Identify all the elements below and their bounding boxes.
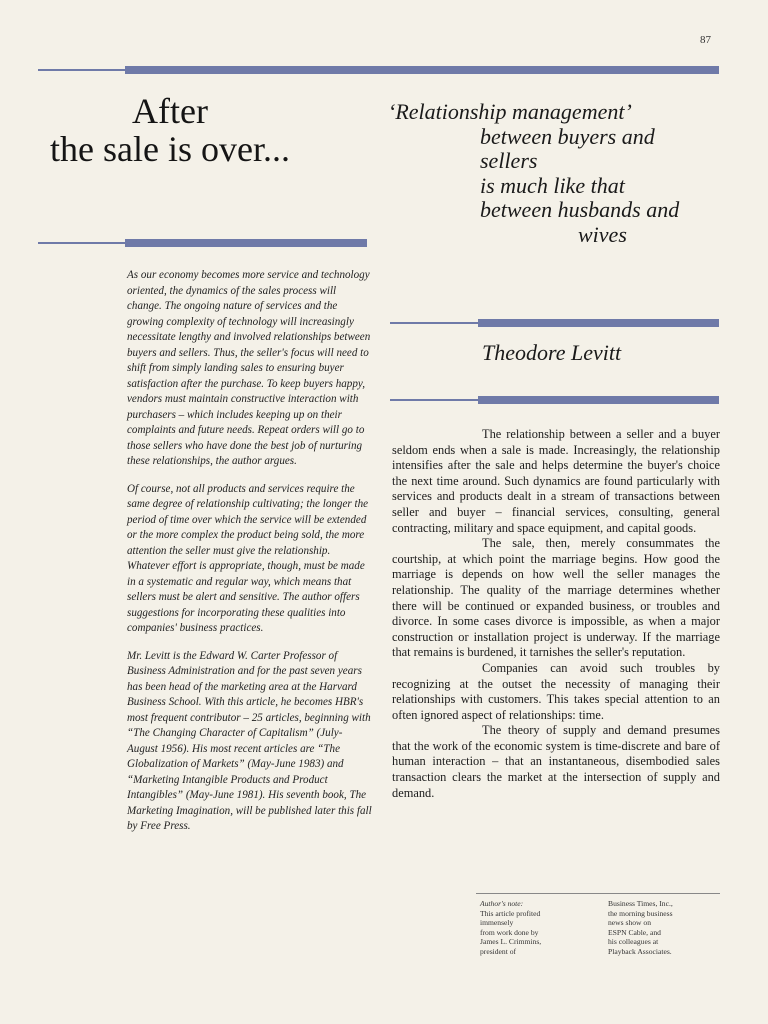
page-number: 87	[700, 34, 711, 46]
body-paragraph: The theory of supply and demand presumes that the work of the economic system is time-discrete and bare of human interaction – that an instantaneous, disembodied sales transaction clears the market at the intersection of supply and demand.	[392, 723, 720, 800]
footnote-line: the morning business	[608, 908, 673, 918]
footnote-right	[608, 899, 718, 957]
footnote-line: president of	[480, 946, 517, 956]
abstract-column	[127, 268, 372, 847]
author-top-rule	[478, 319, 719, 327]
footnote-rule	[476, 893, 720, 894]
abstract-paragraph: As our economy becomes more service and technology oriented, the dynamics of the sales process will change. The ongoing nature of services and the growing complexity of technology will increasingly necessitate lengthy and involved relationships between buyers and sellers. Thus, the seller's focus will need to shift from simply landing sales to ensuring buyer satisfaction after the purchase. To keep buyers happy, vendors must maintain constructive interaction with purchasers – which includes keeping up on their complaints and future needs. Repeat orders will go to those sellers who have done the best job of nurturing these relationships, the author argues.	[127, 269, 371, 467]
author-bottom-rule	[478, 396, 719, 404]
footnote-line: James L. Crimmins,	[480, 937, 542, 947]
top-rule	[125, 66, 719, 74]
subtitle-line-5: between husbands and	[480, 197, 680, 222]
subtitle-line-2: between buyers and	[480, 123, 655, 149]
article-subtitle	[388, 100, 728, 247]
footnote-line: his colleagues at	[608, 937, 659, 947]
title-line-1: After	[132, 91, 208, 131]
subtitle-line-1: ‘Relationship management’	[388, 99, 632, 124]
title-line-2: the sale is over...	[50, 129, 290, 169]
footnote-line: Playback Associates.	[608, 946, 672, 956]
footnote-left	[480, 899, 590, 957]
footnote-line: This article profited	[480, 908, 541, 918]
body-paragraph: The sale, then, merely consummates the courtship, at which point the marriage begins. How good the marriage is depends on how well the seller manages the relationship. The quality of the marriage determines whether there will be continued or expanded business, or troubles and divorce. In some cases divorce is impossible, as when a major construction or installation project is underway. If the marriage that remains is burdened, it tarnishes the seller's reputation.	[392, 536, 720, 660]
body-paragraph: Companies can avoid such troubles by recognizing at the outset the necessity of managing their relationships with customers. This takes special attention to an often ignored aspect of relationships: time.	[392, 660, 720, 722]
subtitle-line-6: wives	[578, 221, 627, 247]
title-bottom-rule	[125, 239, 367, 247]
subtitle-line-4: is much like that	[480, 172, 625, 198]
footnote-line: ESPN Cable, and	[608, 927, 661, 937]
article-title	[30, 92, 310, 168]
body-column	[392, 427, 720, 801]
footnote-line: news show on	[608, 918, 652, 928]
footnote-label: Author's note:	[480, 899, 524, 908]
footnote-line: immensely	[480, 918, 514, 928]
author-bio: Mr. Levitt is the Edward W. Carter Professor of Business Administration and for the past seven years has been head of the marketing area at the Harvard Business School. With this article, he becomes HBR's most frequent contributor – 25 articles, beginning with “The Changing Character of Capitalism” (July-August 1956). His most recent articles are “The Globalization of Markets” (May-June 1983) and “Marketing Intangible Products and Product Intangibles” (May-June 1981). His seventh book, The Marketing Imagination, will be published later this fall by Free Press.	[127, 649, 372, 832]
footnote-line: Business Times, Inc.,	[608, 899, 673, 908]
author-byline: Theodore Levitt	[482, 340, 622, 365]
footnote-line: from work done by	[480, 927, 539, 937]
abstract-paragraph: Of course, not all products and services require the same degree of relationship cultivating; the longer the period of time over which the service will be extended or the more complex the product being sold, the more attention the seller must give the relationship. Whatever effort is appropriate, though, must be made in a systematic and regular way, which means that sellers must be alert and sensitive. The author offers suggestions for incorporating these qualities into companies' business practices.	[127, 482, 369, 634]
subtitle-line-3: sellers	[480, 148, 538, 173]
body-paragraph: The relationship between a seller and a buyer seldom ends when a sale is made. Increasingly, the relationship intensifies after the sale and helps determine the buyer's choice the next time around. Such dynamics are found particularly with services and products dealt in a stream of transactions between seller and buyer – financial services, consulting, general contracting, military and space equipment, and capital goods.	[392, 427, 720, 535]
